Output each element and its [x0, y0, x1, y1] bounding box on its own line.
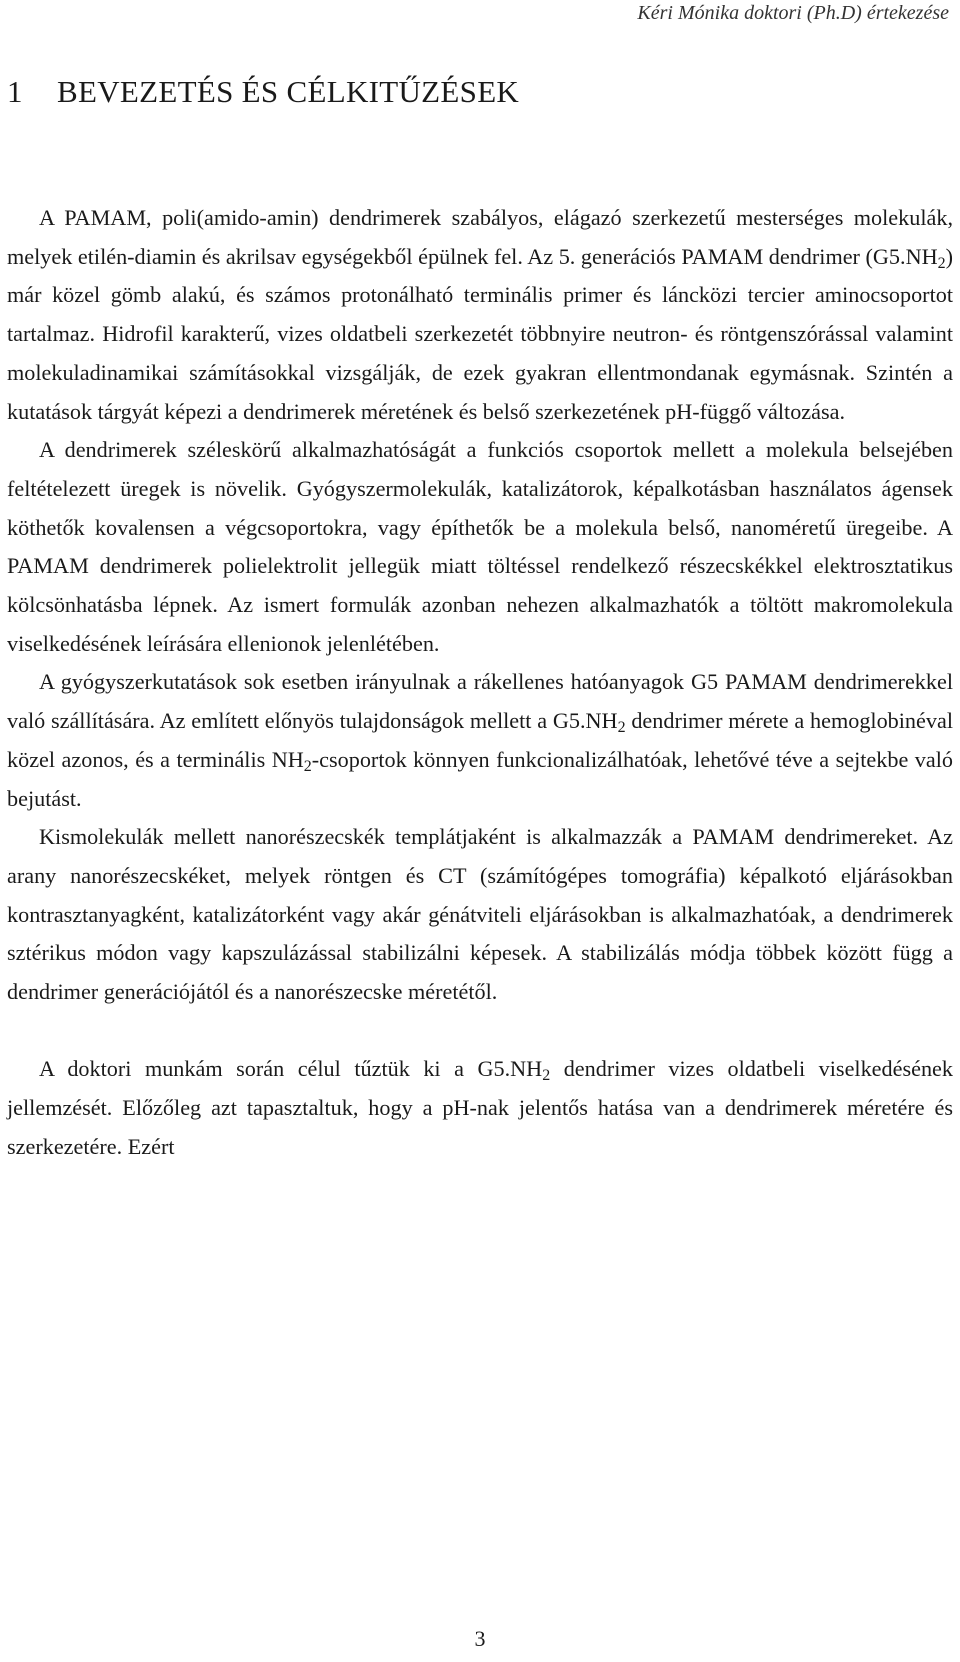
- paragraph: [7, 431, 953, 663]
- text-run: dendrimer vizes oldatbeli viselkedésének jellemzését. Előzőleg azt tapasztaltuk, hogy a pH-nak jelentős hatása van a dendrimerek méretére és szerkezetére. Ezért: [7, 1056, 953, 1159]
- text-run: A doktori munkám során célul tűztük ki a G5.NH: [39, 1056, 543, 1082]
- chapter-title: BEVEZETÉS ÉS CÉLKITŰZÉSEK: [57, 74, 520, 109]
- text-run: A PAMAM, poli(amido-amin) dendrimerek szabályos, elágazó szerkezetű mesterséges molekulák, melyek etilén-diamin és akrilsav egységekből épülnek fel. Az 5. generációs PAMAM dendrimer (G5.NH: [7, 205, 953, 269]
- text-run: -csoportok könnyen funkcionalizálhatóak, lehetővé téve a sejtekbe való bejutást.: [7, 746, 954, 811]
- subscript: 2: [937, 254, 946, 272]
- text-run: A dendrimerek széleskörű alkalmazhatóságát a funkciós csoportok mellett a molekula belsejében feltételezett üregek is növelik. Gyógyszermolekulák, katalizátorok, képalkotásban használatos ágensek köthetők kovalensen a végcsoportokra, vagy építhetők be a molekula belső, nanoméretű üregeibe. A PAMAM dendrimerek polielektrolit jellegük miatt töltéssel rendelkező részecskékkel elektrosztatikus kölcsönhatásba lépnek. Az ismert formulák azonban nehezen alkalmazhatók a töltött makromolekula viselkedésének leírására ellenionok jelenlétében.: [7, 437, 953, 656]
- chapter-heading: [7, 72, 519, 112]
- subscript: 2: [542, 1067, 551, 1085]
- paragraph: [7, 818, 953, 1012]
- text-run: A gyógyszerkutatások sok esetben irányulnak a rákellenes hatóanyagok G5 PAMAM dendrimerekkel való szállítására. Az említett előnyös tulajdonságok mellett a G5.NH: [7, 669, 953, 734]
- body-text: [7, 199, 953, 1167]
- paragraph: [7, 199, 953, 431]
- text-run: ) már közel gömb alakú, és számos protonálható terminális primer és láncközi tercier aminocsoportot tartalmaz. Hidrofil karakterű, vizes oldatbeli szerkezetét többnyire neutron- és röntgenszórással valamint molekuladinamikai számításokkal vizsgálják, de ezek gyakran ellentmondanak egymásnak. Szintén a kutatások tárgyát képezi a dendrimerek méretének és belső szerkezetének pH-függő változása.: [7, 243, 953, 424]
- subscript: 2: [303, 757, 312, 775]
- text-run: dendrimer mérete a hemoglobinéval közel azonos, és a terminális NH: [7, 708, 953, 772]
- paragraph: [7, 1050, 953, 1166]
- text-run: Kismolekulák mellett nanorészecskék templátjaként is alkalmazzák a PAMAM dendrimereket. Az arany nanorészecskéket, melyek röntgen és CT (számítógépes tomográfia) képalkotó eljárásokban kontrasztanyagként, katalizátorként vagy akár génátviteli eljárásokban is alkalmazhatóak, a dendrimerek sztérikus módon vagy kapszulázással stabilizálni képesek. A stabilizálás módja többek között függ a dendrimer generációjától és a nanorészecske méretétől.: [7, 824, 953, 1005]
- running-header: Kéri Mónika doktori (Ph.D) értekezése: [637, 2, 949, 24]
- subscript: 2: [617, 719, 626, 737]
- chapter-number: 1: [7, 74, 23, 109]
- paragraph: [7, 663, 953, 818]
- page-number: 3: [474, 1626, 486, 1651]
